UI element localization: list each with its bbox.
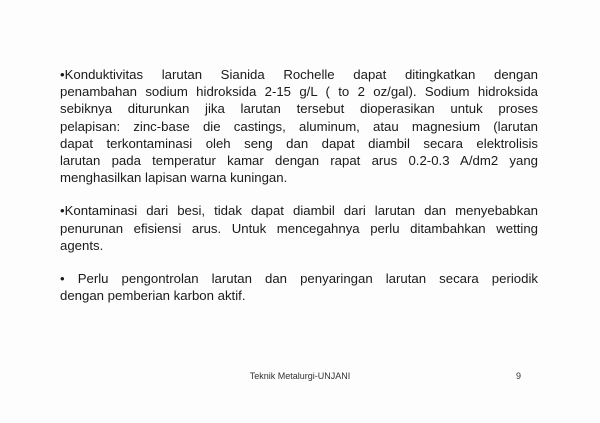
text-line: • Perlu pengontrolan larutan dan penyaringan larutan secara periodik (60, 271, 538, 287)
paragraph-filtration (60, 270, 538, 304)
text-line: penurunan efisiensi arus. Untuk mencegahnya perlu ditambahkan wetting (60, 220, 538, 236)
footer-title: Teknik Metalurgi-UNJANI (249, 371, 351, 381)
text-line: pelapisan: zinc-base die castings, aluminum, atau magnesium (larutan (60, 118, 538, 134)
text-line: larutan pada temperatur kamar dengan rapat arus 0.2-0.3 A/dm2 yang (60, 153, 538, 169)
text-line: menghasilkan lapisan warna kuningan. (60, 170, 288, 186)
text-line: •Kontaminasi dari besi, tidak dapat diambil dari larutan dan menyebabkan (60, 203, 538, 219)
text-line: sebiknya diturunkan jika larutan tersebut dioperasikan untuk proses (60, 101, 538, 117)
slide-body (60, 66, 538, 320)
paragraph-conductivity (60, 66, 538, 186)
text-line: penambahan sodium hidroksida 2-15 g/L ( to 2 oz/gal). Sodium hidroksida (60, 84, 538, 100)
text-line: dapat terkontaminasi oleh seng dan dapat diambil secara elektrolisis (60, 135, 538, 151)
text-line: agents. (60, 237, 104, 253)
page-number: 9 (516, 371, 522, 381)
paragraph-iron-contamination (60, 202, 538, 254)
text-line: •Konduktivitas larutan Sianida Rochelle dapat ditingkatkan dengan (60, 67, 538, 82)
text-line: dengan pemberian karbon aktif. (60, 288, 246, 304)
